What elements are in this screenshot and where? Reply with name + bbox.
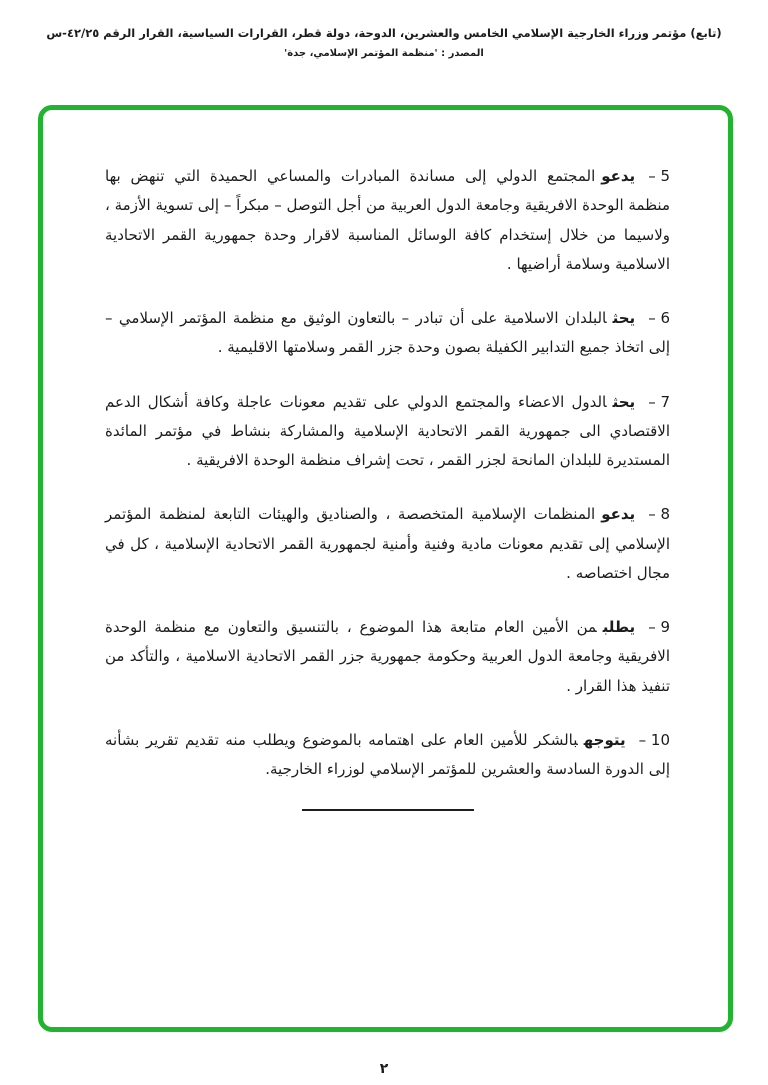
- item-number: – 7: [648, 392, 670, 411]
- header-source-line: المصدر : 'منظمة المؤتمر الإسلامي، جدة': [284, 48, 484, 59]
- list-item-7: [105, 388, 670, 476]
- header-line-1: (تابع) مؤتمر وزراء الخارجية الإسلامي الخامس والعشرين، الدوحة، دولة قطر، القرارات السياسية، القرار الرقم ٤٢/٢٥-س: [46, 26, 722, 40]
- list-item-10: [105, 726, 670, 785]
- item-text: بالشكر للأمين العام على اهتمامه بالموضوع ويطلب منه تقديم تقرير بشأنه إلى الدورة السادسة والعشرين للمؤتمر الإسلامي لوزراء الخارجية.: [105, 730, 670, 778]
- item-number: – 5: [648, 167, 670, 185]
- item-number: – 6: [648, 309, 670, 327]
- item-number: – 10: [638, 730, 670, 749]
- list-item-9: [105, 613, 670, 701]
- page-number: ٢: [379, 1061, 389, 1077]
- green-border-frame: [38, 105, 733, 1032]
- end-of-text-separator: [302, 809, 474, 811]
- item-lead-word: يتوجه: [583, 730, 626, 749]
- list-item-8: [105, 500, 670, 588]
- item-text: المنظمات الإسلامية المتخصصة ، والصناديق والهيئات التابعة لمنظمة المؤتمر الإسلامي إلى تقديم معونات مادية وفنية وأمنية لجمهورية القمر الاتحادية الإسلامية ، كل في مجال اختصاصه .: [105, 505, 670, 582]
- list-item-6: [105, 304, 670, 363]
- item-number: – 9: [648, 618, 670, 636]
- item-lead-word: يحث: [612, 309, 636, 327]
- document-header: [0, 0, 768, 59]
- item-lead-word: يطلب: [602, 618, 636, 636]
- item-text: الدول الاعضاء والمجتمع الدولي على تقديم معونات عاجلة وكافة أشكال الدعم الاقتصادي الى جمهورية القمر الاتحادية الإسلامية والمشاركة بنشاط في مؤتمر المائدة المستديرة للبلدان المانحة لجزر القمر ، تحت إشراف منظمة الوحدة الافريقية .: [105, 392, 670, 469]
- item-lead-word: يحث: [612, 392, 636, 411]
- item-lead-word: يدعو: [601, 167, 636, 185]
- item-number: – 8: [648, 505, 670, 524]
- list-item-5: [105, 162, 670, 279]
- item-text: من الأمين العام متابعة هذا الموضوع ، بالتنسيق والتعاون مع منظمة الوحدة الافريقية وجامعة الدول العربية وحكومة جمهورية جزر القمر الاتحادية الاسلامية ، والتأكد من تنفيذ هذا القرار .: [105, 618, 670, 695]
- item-lead-word: يدعو: [601, 505, 636, 524]
- item-text: البلدان الاسلامية على أن تبادر – بالتعاون الوثيق مع منظمة المؤتمر الإسلامي – إلى اتخاذ جميع التدابير الكفيلة بصون وحدة جزر القمر وسلامتها الاقليمية .: [105, 309, 670, 357]
- resolution-body: [43, 110, 728, 811]
- item-text: المجتمع الدولي إلى مساندة المبادرات والمساعي الحميدة التي تنهض بها منظمة الوحدة الافريقية وجامعة الدول العربية من أجل التوصل – مبكراً – إلى تسوية الأزمة ، ولاسيما من خلال إستخدام كافة الوسائل المناسبة لاقرار وحدة جمهورية القمر الاتحادية الاسلامية وسلامة أراضيها .: [105, 167, 670, 273]
